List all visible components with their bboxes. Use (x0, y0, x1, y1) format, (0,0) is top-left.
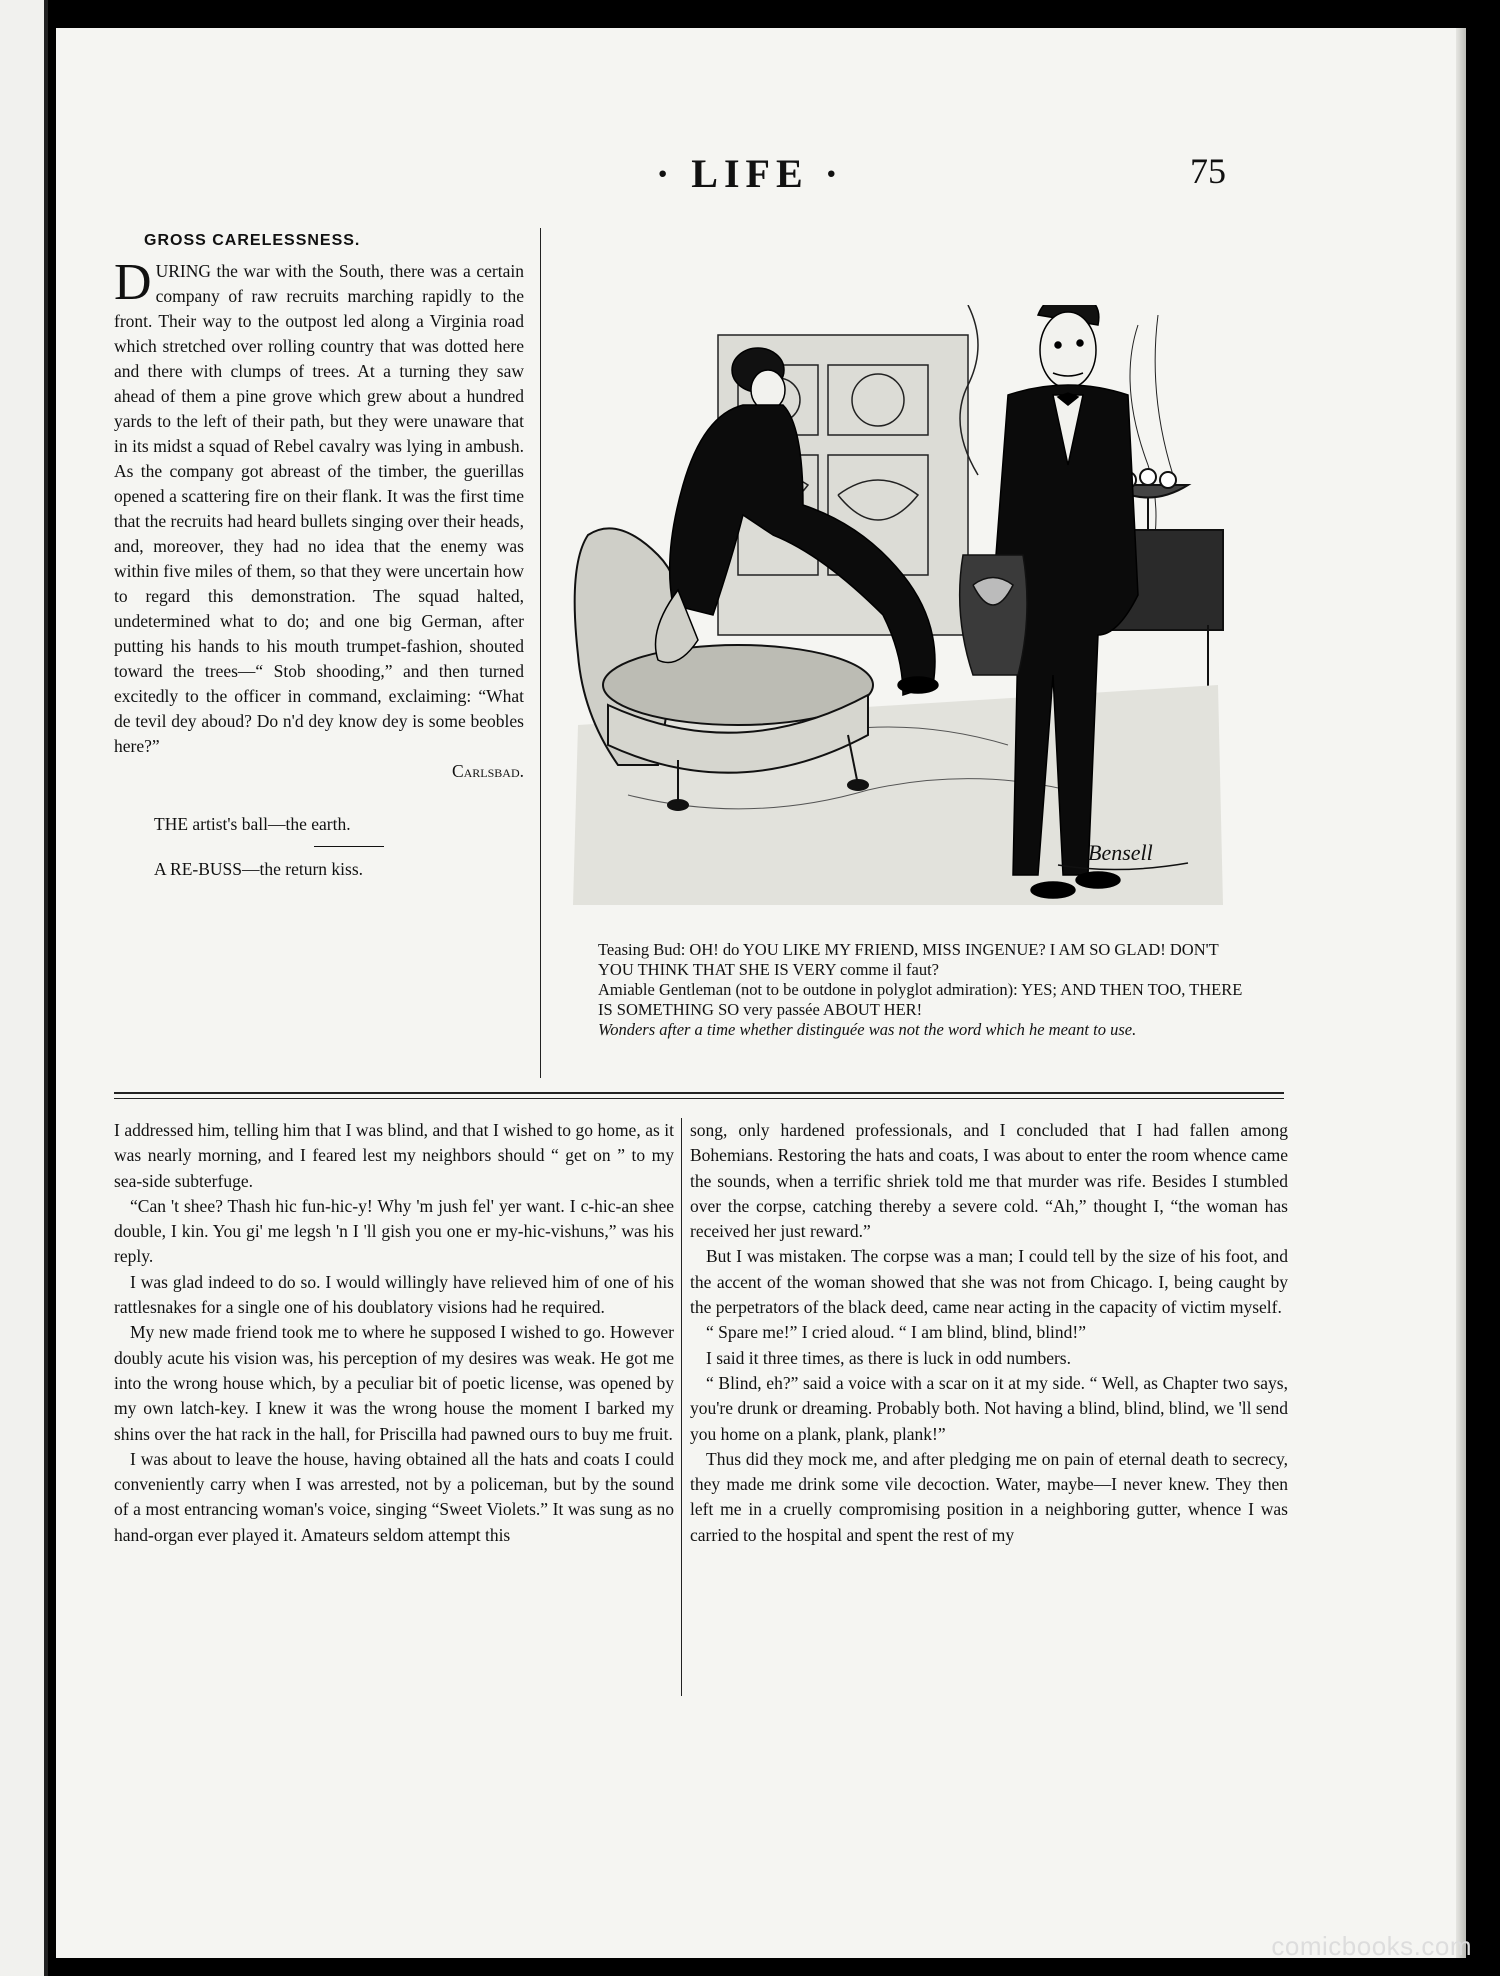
site-watermark: comicbooks.com (1271, 1931, 1472, 1961)
story-paragraph: “ Blind, eh?” said a voice with a scar on it at my side. “ Well, as Chapter two says, you're drunk or dreaming. Probably both. Not having a blind, blind, blind, we 'll send you home on a plank, plank, plank!” (690, 1372, 1288, 1444)
section-rule (114, 1092, 1284, 1094)
cartoon-illustration (568, 305, 1228, 905)
column-rule-bottom (681, 1118, 682, 1696)
caption-line-1: Teasing Bud: OH! do YOU LIKE MY FRIEND, MISS INGENUE? I AM SO GLAD! DON'T YOU THINK THAT SHE IS VERY comme il faut? (598, 940, 1219, 979)
plant-pot (960, 555, 1027, 675)
article-body (114, 254, 524, 759)
section-rule-thin (114, 1098, 1284, 1099)
caption-line-2: Amiable Gentleman (not to be outdone in polyglot admiration): YES; AND THEN TOO, THERE IS SOMETHING SO very passée ABOUT HER! (598, 980, 1243, 1019)
drop-cap: D (114, 254, 152, 311)
joke-1: THE artist's ball—the earth. (154, 814, 351, 834)
article-text: URING the war with the South, there was a certain company of raw recruits marching rapidly to the front. Their way to the outpost led along a Virginia road which stretched over rolling country that was dotted here and there with clumps of trees. At a turning they saw ahead of them a pine grove which grew about a hundred yards to the left of their path, but they were unaware that in its midst a squad of Rebel cavalry was lying in ambush. As the company got abreast of the timber, the guerillas opened a scattering fire on their flank. It was the first time that the recruits had heard bullets singing over their heads, and, moreover, they had no idea that the enemy was within five miles of them, so that they were uncertain how to regard this demonstration. The squad halted, undetermined what to do; and one big German, after putting his hands to his mouth trumpet-fashion, shouted toward the trees—“ Stob shooding,” and then turned excitedly to the officer in command, exclaiming: “What de tevil dey aboud? Do n'd dey know dey is some beobles here?” (114, 261, 524, 756)
caption-line-3: Wonders after a time whether distinguée was not the word which he meant to use. (598, 1020, 1137, 1039)
joke-2: A RE-BUSS—the return kiss. (154, 859, 364, 879)
article-column (114, 228, 524, 883)
story-paragraph: I was glad indeed to do so. I would willingly have relieved him of one of his rattlesnakes for a single one of his doublatory visions had he required. (114, 1271, 674, 1318)
artist-signature: Bensell (1088, 840, 1153, 865)
jokes-block (114, 810, 524, 883)
article-signature: Carlsbad. (451, 761, 524, 781)
story-paragraph: “ Spare me!” I cried aloud. “ I am blind, blind, blind!” (706, 1322, 1087, 1343)
facing-page-edge (0, 0, 48, 1976)
article-title: GROSS CARELESSNESS. (144, 232, 361, 249)
story-paragraph: I addressed him, telling him that I was blind, and that I wished to go home, as it was nearly morning, and I feared lest my neighbors should “ get on ” to my sea-side subterfuge. (114, 1120, 674, 1191)
story-paragraph: Thus did they mock me, and after pledging me on pain of eternal death to secrecy, they made me drink some vile decoction. Water, maybe—I never knew. They then left me in a cruelly compromising position in a neighboring gutter, whence I was carried to the hospital and spent the rest of my (690, 1448, 1288, 1545)
story-paragraph: I said it three times, as there is luck in odd numbers. (706, 1347, 1071, 1368)
story-paragraph: “Can 't shee? Thash hic fun-hic-y! Why 'm jush fel' yer want. I c-hic-an shee double, I kin. You gi' me legsh 'n I 'll gish you one er my-hic-vishuns,” was his reply. (114, 1195, 674, 1267)
story-column-1 (114, 1118, 674, 1548)
story-paragraph: I was about to leave the house, having obtained all the hats and coats I could conveniently carry when I was arrested, not by a policeman, but by the sound of a most entrancing woman's voice, singing “Sweet Violets.” It was sung as no hand-organ ever played it. Amateurs seldom attempt this (114, 1448, 674, 1545)
story-paragraph: My new made friend took me to where he supposed I wished to go. However doubly acute his vision was, his perception of my desires was weak. He got me into the wrong house which, by a peculiar bit of poetic license, was opened by my own latch-key. I knew it was the wrong house the moment I barked my shins over the hat rack in the hall, for Priscilla had pawned ours to buy me fruit. (114, 1322, 674, 1444)
column-rule (540, 228, 541, 1078)
divider (314, 846, 384, 847)
story-paragraph: song, only hardened professionals, and I concluded that I had fallen among Bohemians. Restoring the hats and coats, I was about to enter the room whence came the sounds, when a terrific shriek told me that murder was rife. Besides I stumbled over the corpse, catching thereby a severe cold. “Ah,” thought I, “the woman has received her just reward.” (690, 1120, 1288, 1242)
story-column-2 (690, 1118, 1288, 1548)
cartoon-caption (558, 940, 1248, 1040)
magazine-title: · LIFE · (655, 151, 845, 196)
page-number: 75 (1190, 151, 1226, 191)
story-paragraph: But I was mistaken. The corpse was a man; I could tell by the size of his foot, and the accent of the woman showed that she was not from Chicago. I, being caught by the perpetrators of the black deed, came near acting in the capacity of victim myself. (690, 1246, 1288, 1318)
page-edge-shadow (1456, 28, 1466, 1958)
